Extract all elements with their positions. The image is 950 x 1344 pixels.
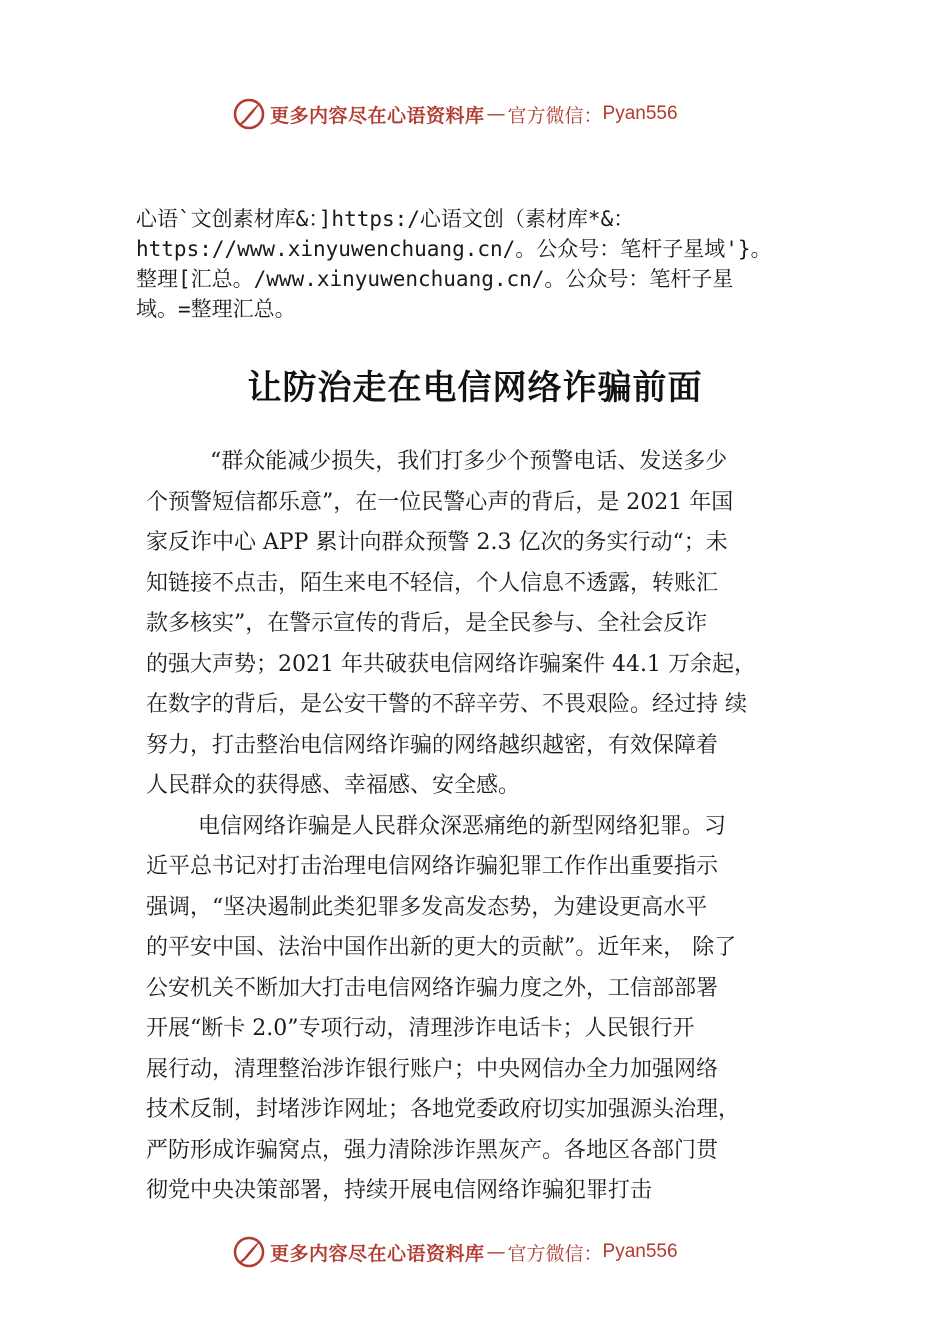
banner-slogan: 更多内容尽在心语资料库 bbox=[270, 1242, 485, 1265]
paragraph-2-line: 强调，“坚决遏制此类犯罪多发高发态势，为建设更高水平 bbox=[146, 894, 708, 920]
paragraph-2-line: 彻党中央决策部署，持续开展电信网络诈骗犯罪打击 bbox=[146, 1178, 653, 1203]
banner-wechat-id: Pyan556 bbox=[602, 103, 678, 124]
paragraph-2-line: 近平总书记对打击治理电信网络诈骗犯罪工作作出重要指示 bbox=[146, 854, 719, 879]
header-banner bbox=[232, 96, 678, 132]
source-line: https://www.xinyuwenchuang.cn/。公众号：笔杆子星域'}。 bbox=[136, 237, 772, 261]
article-title: 让防治走在电信网络诈骗前面 bbox=[247, 368, 703, 408]
paragraph-2-line: 电信网络诈骗是人民群众深恶痛绝的新型网络犯罪。习 bbox=[198, 813, 727, 839]
banner-wechat-label: 官方微信： bbox=[507, 1242, 603, 1265]
paragraph-1-line: 在数字的背后，是公安干警的不辞辛劳、不畏艰险。经过持 续 bbox=[146, 692, 747, 717]
paragraph-2-line: 公安机关不断加大打击电信网络诈骗力度之外，工信部部署 bbox=[146, 975, 719, 1001]
banner-separator: — bbox=[486, 1241, 506, 1263]
banner-wechat-id: Pyan556 bbox=[602, 1241, 678, 1262]
source-line: 整理[汇总。/www.xinyuwenchuang.cn/。公众号：笔杆子星 bbox=[136, 267, 734, 291]
paragraph-2-line: 开展“断卡 2.0”专项行动，清理涉诈电话卡；人民银行开 bbox=[146, 1016, 695, 1041]
source-line: 域。=整理汇总。 bbox=[136, 297, 296, 321]
paragraph-1-line: 个预警短信都乐意”，在一位民警心声的背后，是 2021 年国 bbox=[146, 489, 734, 515]
paragraph-2-line: 技术反制，封堵涉诈网址；各地党委政府切实加强源头治理， bbox=[146, 1097, 741, 1122]
paragraph-1-line: 家反诈中心 APP 累计向群众预警 2.3 亿次的务实行动“；未 bbox=[146, 530, 728, 555]
quill-logo-icon bbox=[232, 1235, 266, 1269]
banner-wechat-label: 官方微信： bbox=[507, 104, 603, 127]
quill-logo-icon bbox=[232, 97, 266, 131]
footer-banner bbox=[232, 1234, 678, 1270]
paragraph-1-line: 努力，打击整治电信网络诈骗的网络越织越密，有效保障着 bbox=[146, 732, 719, 758]
banner-slogan: 更多内容尽在心语资料库 bbox=[270, 104, 485, 127]
paragraph-1-line: “群众能减少损失，我们打多少个预警电话、发送多少 bbox=[210, 449, 728, 474]
paragraph-1-line: 知链接不点击，陌生来电不轻信，个人信息不透露，转账汇 bbox=[146, 570, 719, 596]
article-body bbox=[146, 442, 816, 1212]
paragraph-1-line: 款多核实”，在警示宣传的背后，是全民参与、全社会反诈 bbox=[146, 611, 708, 636]
paragraph-1-line: 的强大声势；2021 年共破获电信网络诈骗案件 44.1 万余起， bbox=[146, 651, 756, 677]
paragraph-2-line: 的平安中国、法治中国作出新的更大的贡献”。近年来， 除了 bbox=[146, 935, 737, 960]
banner-separator: — bbox=[486, 103, 506, 125]
paragraph-2-line: 严防形成诈骗窝点，强力清除涉诈黑灰产。各地区各部门贯 bbox=[146, 1137, 719, 1163]
paragraph-2-line: 展行动，清理整治涉诈银行账户；中央网信办全力加强网络 bbox=[146, 1056, 719, 1082]
source-notice bbox=[136, 204, 826, 324]
paragraph-1-line: 人民群众的获得感、幸福感、安全感。 bbox=[146, 773, 521, 798]
source-line: 心语`文创素材库&：]https:/心语文创（素材库*&： bbox=[136, 207, 635, 231]
